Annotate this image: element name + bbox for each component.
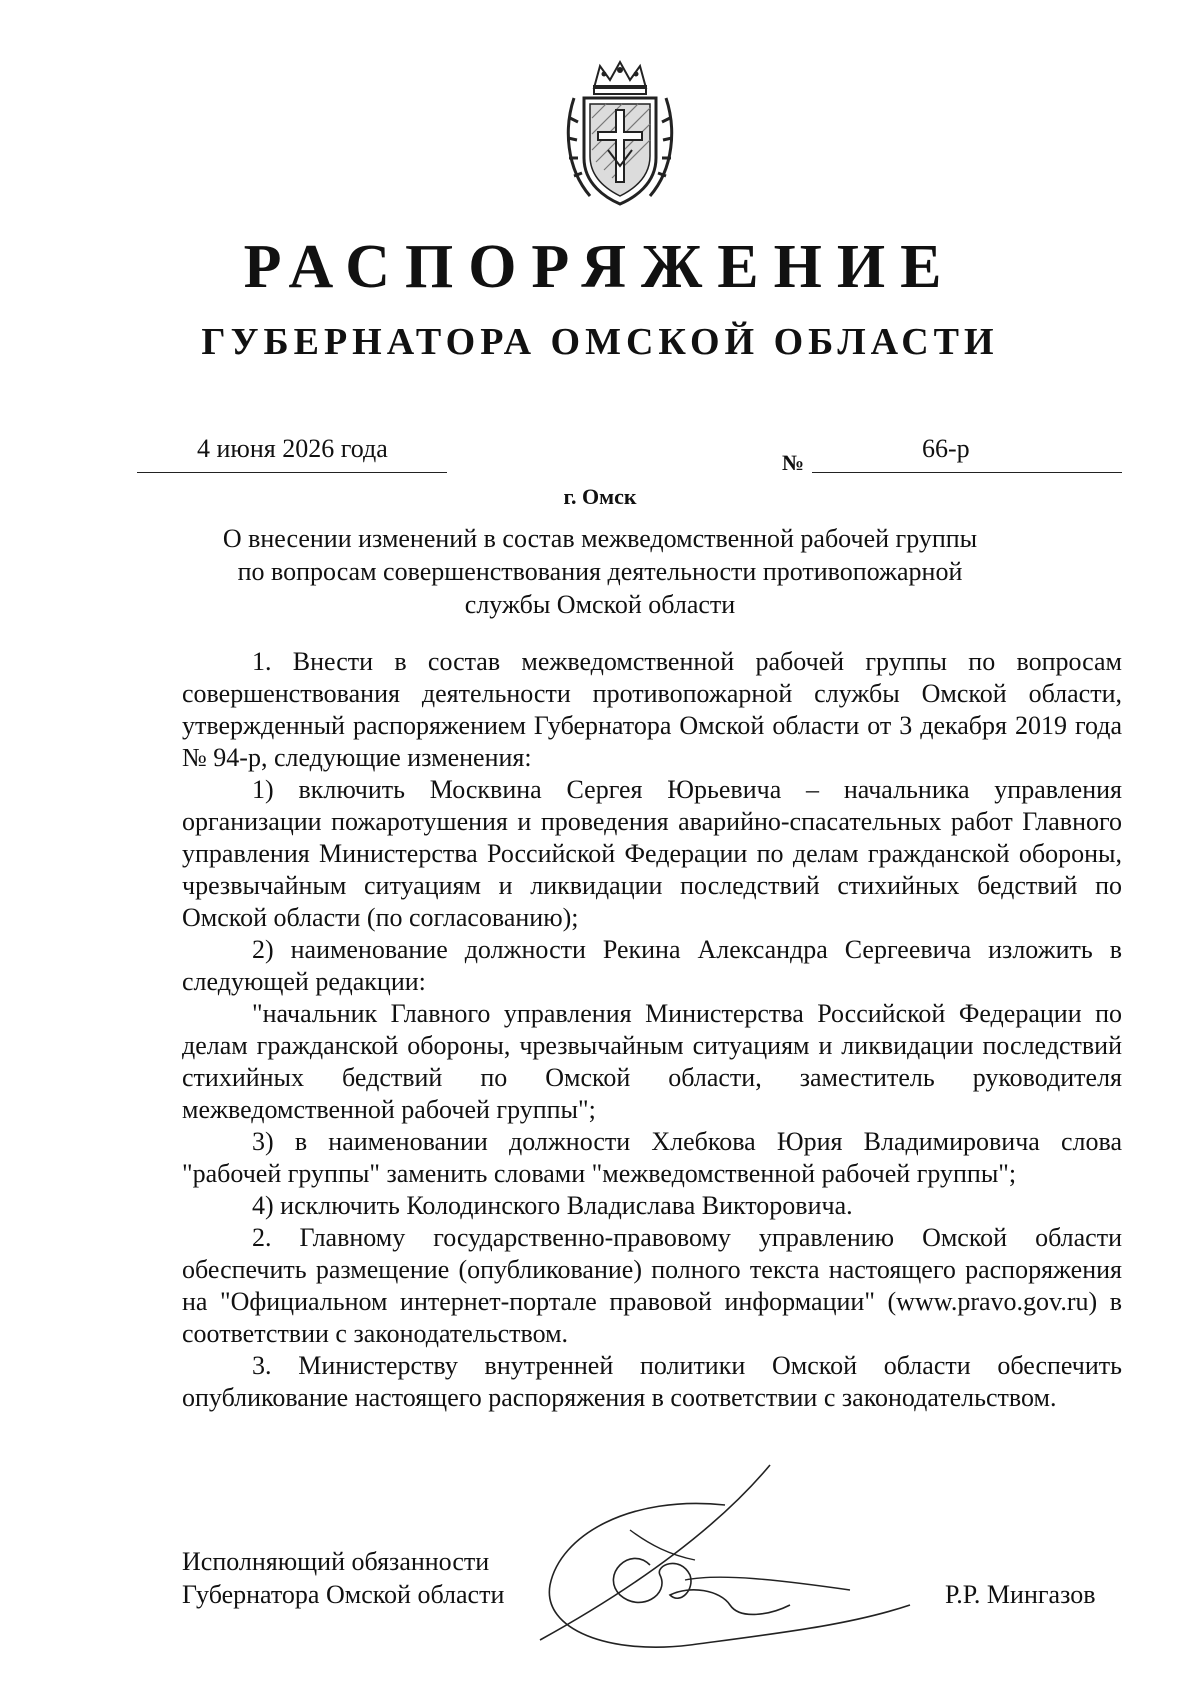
handwritten-signature xyxy=(520,1455,940,1665)
document-heading xyxy=(200,522,1000,621)
signatory-role xyxy=(182,1545,504,1611)
body-paragraph: 4) исключить Колодинского Владислава Викторовича. xyxy=(252,1191,853,1220)
city-label: г. Омск xyxy=(563,484,637,509)
document-subtitle: ГУБЕРНАТОРА ОМСКОЙ ОБЛАСТИ xyxy=(201,321,999,363)
body-paragraph: 2. Главному государственно-правовому управлению Омской области обеспечить размещение (опубликование) полного текста настоящего распоряжения на "Официальном интернет-портале правовой информации" (www.pravo.gov.ru) в соответствии с законодательством. xyxy=(182,1223,1122,1348)
signatory-name: Р.Р. Мингазов xyxy=(945,1580,1096,1609)
document-body xyxy=(182,646,1122,1414)
document-number: 66-р xyxy=(922,434,970,463)
body-paragraph: 3) в наименовании должности Хлебкова Юрия Владимировича слова "рабочей группы" заменить словами "межведомственной рабочей группы"; xyxy=(182,1127,1122,1188)
signatory-role-line: Губернатора Омской области xyxy=(182,1580,505,1609)
document-title: РАСПОРЯЖЕНИЕ xyxy=(243,233,957,301)
body-paragraph: 2) наименование должности Рекина Александра Сергеевича изложить в следующей редакции: xyxy=(182,935,1122,996)
body-paragraph: 3. Министерству внутренней политики Омской области обеспечить опубликование настоящего распоряжения в соответствии с законодательством. xyxy=(182,1351,1122,1412)
number-label: № xyxy=(782,450,805,475)
heading-line: О внесении изменений в состав межведомственной рабочей группы xyxy=(222,524,978,553)
heading-line: службы Омской области xyxy=(464,590,736,619)
heading-line: по вопросам совершенствования деятельности противопожарной xyxy=(237,557,963,586)
omsk-coat-of-arms-icon xyxy=(560,58,680,208)
body-paragraph: 1. Внести в состав межведомственной рабочей группы по вопросам совершенствования деятельности противопожарной службы Омской области, утвержденный распоряжением Губернатора Омской области от 3 декабря 2019 года № 94-р, следующие изменения: xyxy=(182,647,1122,772)
number-field xyxy=(812,432,1122,473)
document-date: 4 июня 2026 года xyxy=(197,434,388,463)
signatory-role-line: Исполняющий обязанности xyxy=(182,1547,490,1576)
date-field xyxy=(137,432,447,473)
body-paragraph: "начальник Главного управления Министерства Российской Федерации по делам гражданской обороны, чрезвычайным ситуациям и ликвидации последствий стихийных бедствий по Омской области, заместитель руководителя межведомственной рабочей группы"; xyxy=(182,999,1122,1124)
body-paragraph: 1) включить Москвина Сергея Юрьевича – начальника управления организации пожаротушения и проведения аварийно-спасательных работ Главного управления Министерства Российской Федерации по делам гражданской обороны, чрезвычайным ситуациям и ликвидации последствий стихийных бедствий по Омской области (по согласованию); xyxy=(182,775,1122,932)
